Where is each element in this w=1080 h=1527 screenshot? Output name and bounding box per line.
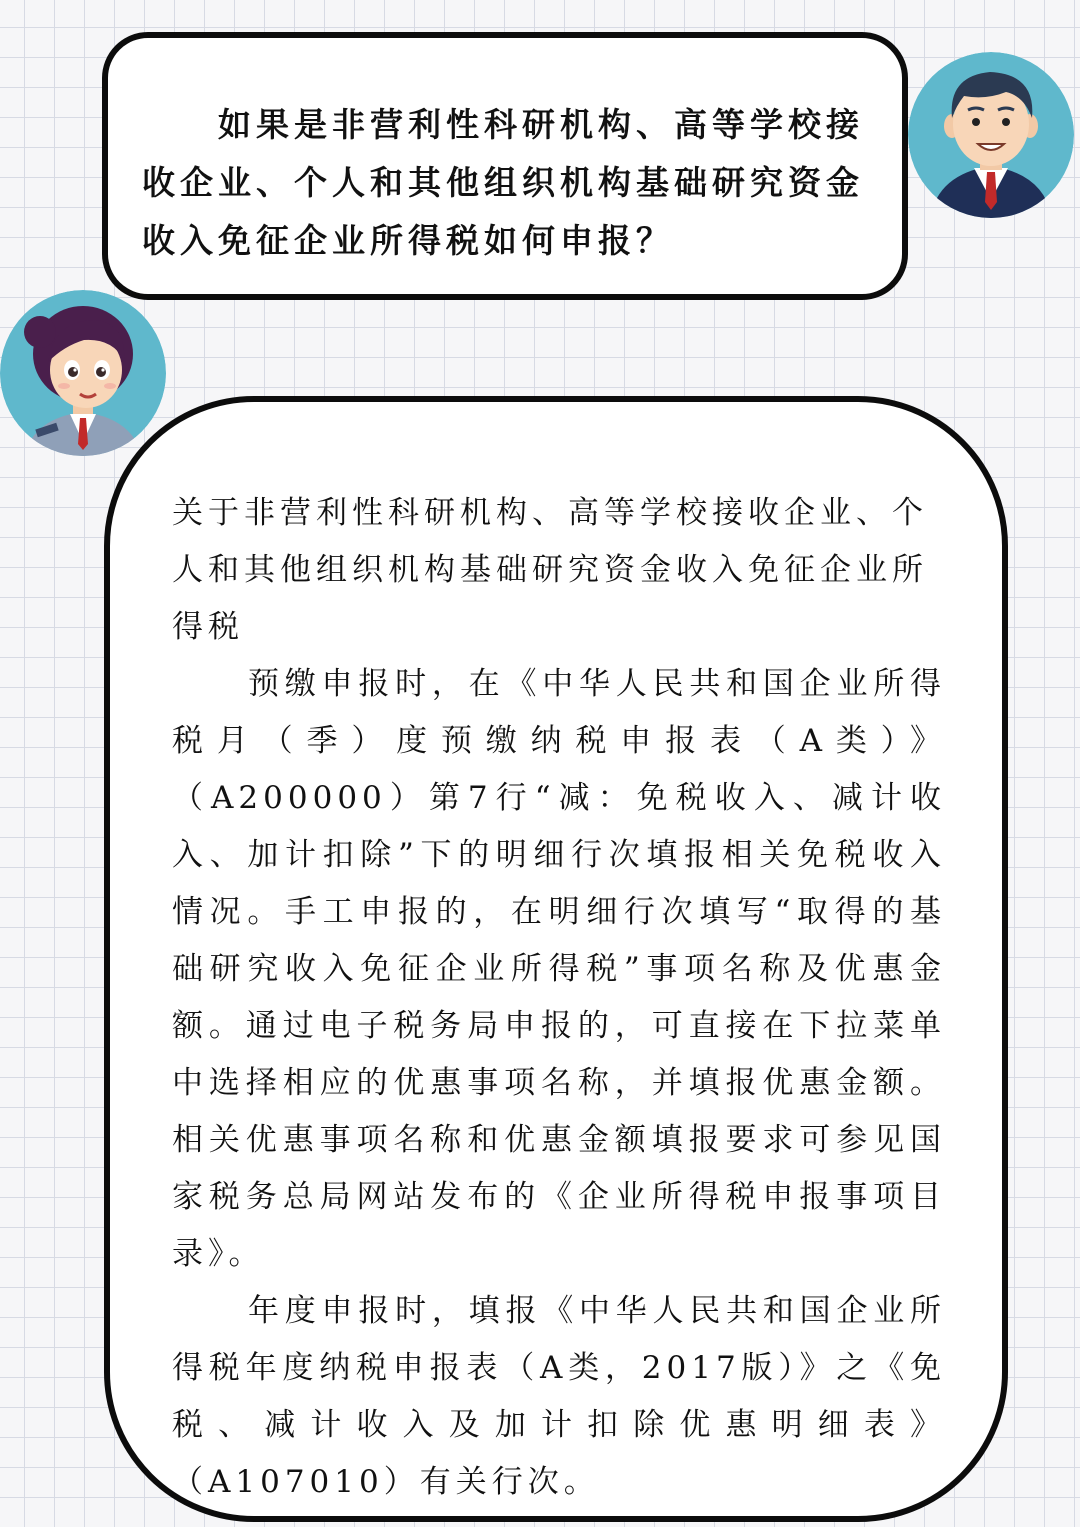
answer-title: 关于非营利性科研机构、高等学校接收企业、个人和其他组织机构基础研究资金收入免征企业所得税 xyxy=(172,495,928,645)
answer-bubble xyxy=(104,396,1008,1522)
question-text: 如果是非营利性科研机构、高等学校接收企业、个人和其他组织机构基础研究资金收入免征企业所得税如何申报？ xyxy=(142,105,864,260)
answer-paragraph: 年度申报时，填报《中华人民共和国企业所得税年度纳税申报表（A类，2017版）》之《免税、减计收入及加计扣除优惠明细表》（A107010）有关行次。 xyxy=(172,1293,946,1500)
answer-paragraph: 预缴申报时，在《中华人民共和国企业所得税月（季）度预缴纳税申报表（A类）》（A200000）第7行“减：免税收入、减计收入、加计扣除”下的明细行次填报相关免税收入情况。手工申报的，在明细行次填写“取得的基础研究收入免征企业所得税”事项名称及优惠金额。通过电子税务局申报的，可直接在下拉菜单中选择相应的优惠事项名称，并填报优惠金额。相关优惠事项名称和优惠金额填报要求可参见国家税务总局网站发布的《企业所得税申报事项目录》。 xyxy=(172,666,946,1272)
question-bubble xyxy=(102,32,908,300)
man-avatar-icon xyxy=(908,52,1074,218)
woman-tax-officer-avatar-icon xyxy=(0,290,166,456)
